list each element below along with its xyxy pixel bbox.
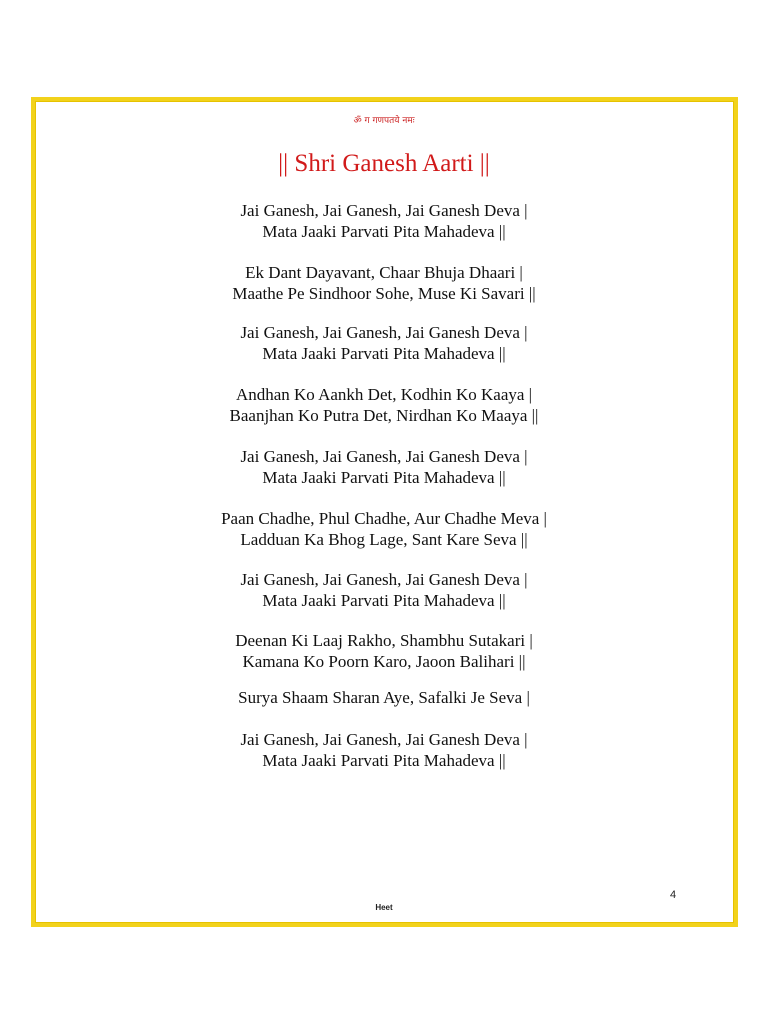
stanza-line: Jai Ganesh, Jai Ganesh, Jai Ganesh Deva | (240, 730, 528, 749)
stanza-line: Jai Ganesh, Jai Ganesh, Jai Ganesh Deva | (240, 323, 528, 342)
stanza (0, 200, 768, 242)
stanza-line: Mata Jaaki Parvati Pita Mahadeva || (262, 222, 506, 241)
page-title: || Shri Ganesh Aarti || (278, 150, 490, 177)
stanza-line: Ek Dant Dayavant, Chaar Bhuja Dhaari | (245, 263, 523, 282)
stanza (0, 262, 768, 304)
stanza-line: Mata Jaaki Parvati Pita Mahadeva || (262, 468, 506, 487)
footer-author: Heet (375, 903, 393, 912)
stanza (0, 446, 768, 488)
stanza (0, 508, 768, 550)
stanza-line: Mata Jaaki Parvati Pita Mahadeva || (262, 751, 506, 770)
stanza (0, 630, 768, 672)
invocation-header: ॐ ग गणपतये नमः (353, 116, 415, 126)
stanza-line: Jai Ganesh, Jai Ganesh, Jai Ganesh Deva | (240, 447, 528, 466)
stanza-line: Mata Jaaki Parvati Pita Mahadeva || (262, 344, 506, 363)
stanza (0, 384, 768, 426)
stanza-line: Ladduan Ka Bhog Lage, Sant Kare Seva || (240, 530, 528, 549)
stanza-line: Kamana Ko Poorn Karo, Jaoon Balihari || (242, 652, 526, 671)
stanza-line: Jai Ganesh, Jai Ganesh, Jai Ganesh Deva | (240, 570, 528, 589)
stanza-line: Baanjhan Ko Putra Det, Nirdhan Ko Maaya || (229, 406, 539, 425)
stanza (0, 687, 768, 708)
stanza-line: Mata Jaaki Parvati Pita Mahadeva || (262, 591, 506, 610)
stanza (0, 729, 768, 771)
stanza-line: Surya Shaam Sharan Aye, Safalki Je Seva | (238, 688, 530, 707)
stanza (0, 569, 768, 611)
stanza-line: Paan Chadhe, Phul Chadhe, Aur Chadhe Meva | (221, 509, 547, 528)
stanza-line: Maathe Pe Sindhoor Sohe, Muse Ki Savari || (232, 284, 536, 303)
stanza-line: Andhan Ko Aankh Det, Kodhin Ko Kaaya | (235, 385, 533, 404)
page-number: 4 (670, 889, 677, 901)
stanza (0, 322, 768, 364)
stanza-line: Deenan Ki Laaj Rakho, Shambhu Sutakari | (235, 631, 533, 650)
stanza-line: Jai Ganesh, Jai Ganesh, Jai Ganesh Deva | (240, 201, 528, 220)
